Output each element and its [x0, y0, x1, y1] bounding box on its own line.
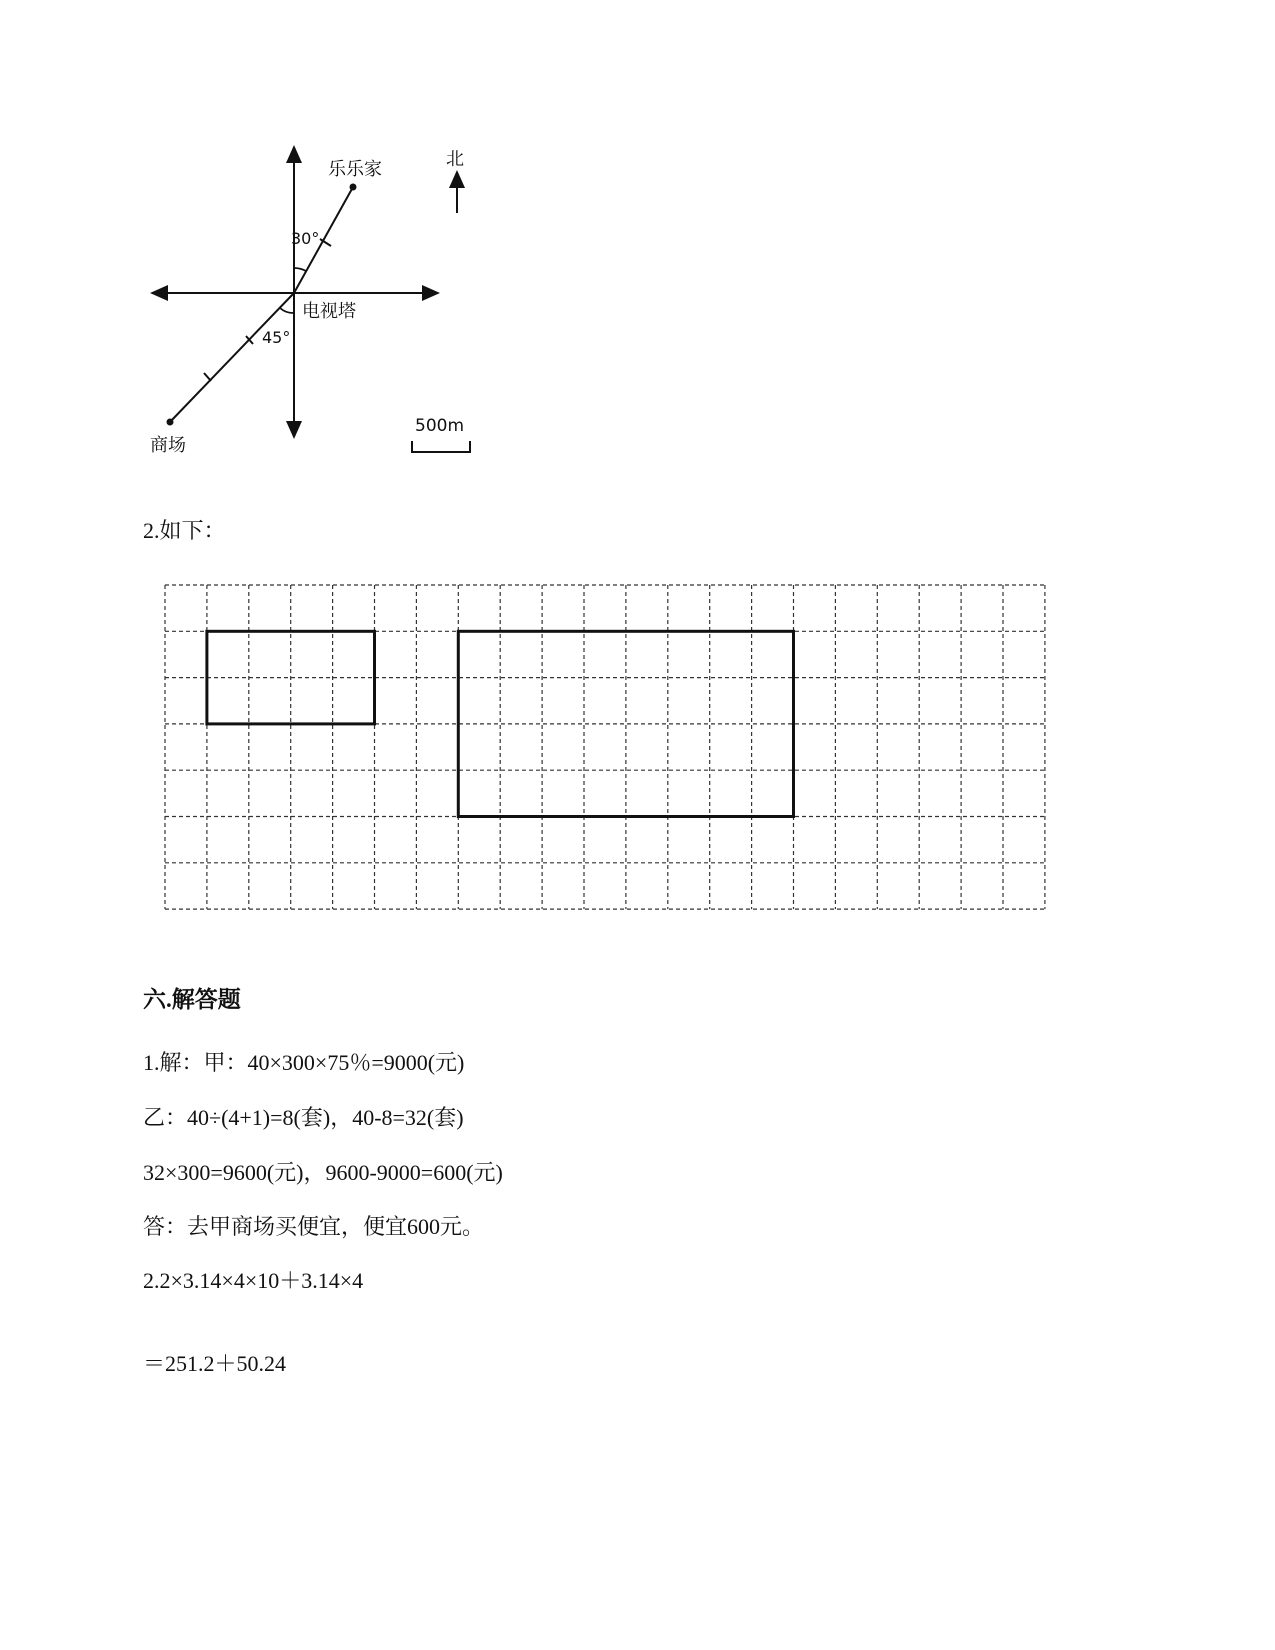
item-2-label: 2.如下： [143, 518, 226, 543]
solution-line-5: 2.2×3.14×4×10＋3.14×4 [143, 1268, 364, 1293]
solution-line-6: ＝251.2＋50.24 [143, 1351, 287, 1376]
scale-label: 500m [415, 416, 465, 436]
scale-bar [412, 441, 470, 452]
home-label: 乐乐家 [328, 159, 382, 180]
solution-line-2: 乙：40÷(4+1)=8(套)，40-8=32(套) [143, 1105, 464, 1130]
grid-lines [165, 585, 1045, 909]
angle-arc-30 [294, 268, 306, 271]
direction-map [140, 135, 490, 470]
solution-line-3: 32×300=9600(元)，9600-9000=600(元) [143, 1160, 503, 1185]
mall-tick-2 [204, 373, 211, 381]
angle-label-45: 45° [262, 328, 291, 347]
angle-arc-45 [280, 308, 294, 313]
section-title: 六.解答题 [143, 987, 241, 1012]
grid-figure [160, 580, 1050, 915]
mall-point [167, 419, 174, 426]
solution-line-1: 1.解：甲：40×300×75％=9000(元) [143, 1050, 465, 1075]
angle-label-30: 30° [291, 229, 320, 248]
mall-label: 商场 [150, 435, 186, 456]
north-label: 北 [446, 149, 464, 170]
solution-line-4: 答：去甲商场买便宜，便宜600元。 [143, 1214, 485, 1239]
line-to-mall [170, 293, 294, 422]
home-point [350, 184, 357, 191]
tv-tower-label: 电视塔 [302, 301, 356, 322]
